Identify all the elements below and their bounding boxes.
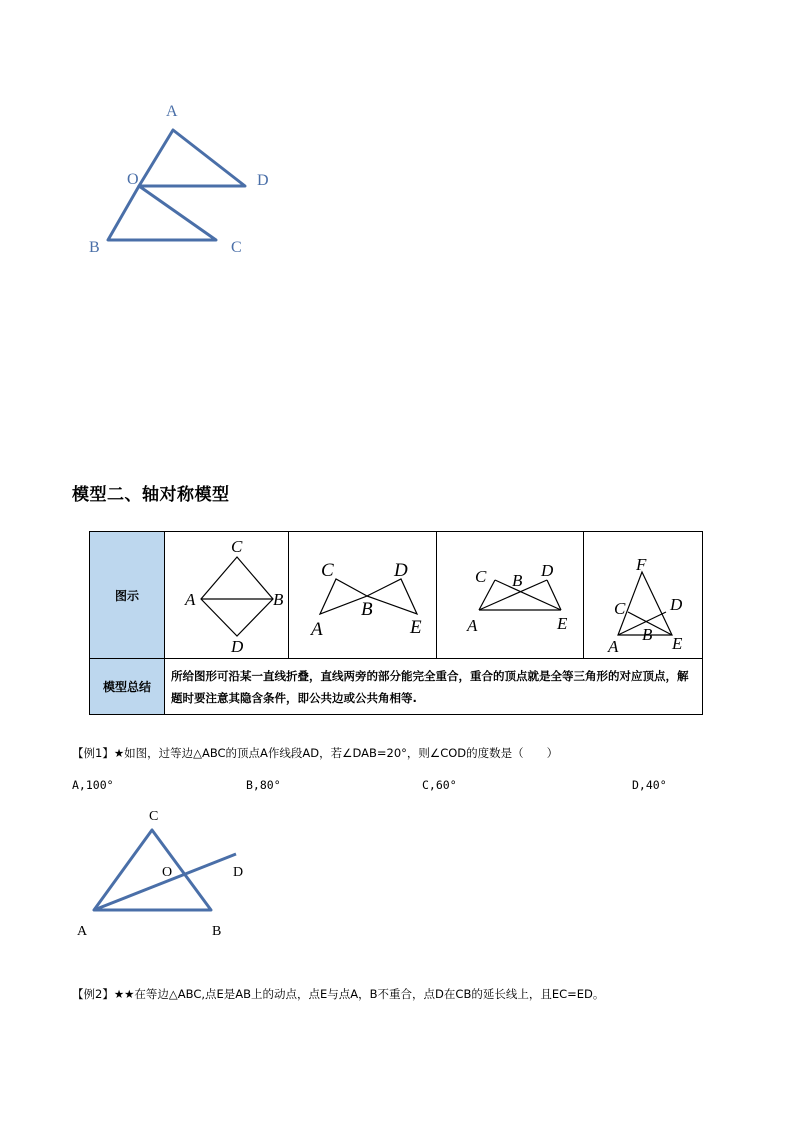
- example1-option-a: A,100°: [72, 778, 114, 792]
- row-header-diagram: 图示: [90, 532, 165, 659]
- example1-option-d: D,40°: [632, 778, 667, 792]
- example1-figure: [0, 800, 300, 945]
- diagram-cell-2: [289, 532, 437, 659]
- label-a: A: [166, 103, 178, 120]
- fig1-label-d: D: [231, 637, 244, 654]
- triangle-aod: [139, 130, 245, 186]
- fig3-label-c: C: [475, 567, 487, 586]
- example1-question: 【例1】★如图，过等边△ABC的顶点A作线段AD，若∠DAB=20°，则∠COD的度数是（ ）: [72, 746, 559, 760]
- diagram-cell-3: [437, 532, 584, 659]
- fig4-label-c: C: [614, 599, 626, 618]
- fig3-label-b: B: [512, 571, 523, 590]
- fig4-label-d: D: [670, 595, 683, 614]
- fig2-label-a: A: [311, 619, 323, 640]
- label-o: O: [127, 171, 139, 188]
- row-header-summary: 模型总结: [90, 659, 165, 715]
- diagram-cell-4: [584, 532, 703, 659]
- fig1-label-b: B: [273, 590, 284, 609]
- example1-label-b: B: [212, 924, 222, 939]
- fig1-label-a: A: [185, 590, 196, 609]
- diagram-isosceles: [584, 532, 702, 654]
- diagram-cell-1: [165, 532, 289, 659]
- fig2-label-e: E: [410, 617, 422, 638]
- fig3-label-d: D: [541, 561, 554, 580]
- fig2-label-d: D: [394, 560, 408, 581]
- diagram-bowtie: [289, 532, 436, 654]
- example1-label-d: D: [233, 865, 244, 880]
- diagram-crossed: [437, 532, 583, 654]
- example1-label-c: C: [149, 809, 159, 824]
- label-b: B: [89, 239, 100, 256]
- example1-option-b: B,80°: [246, 778, 281, 792]
- label-c: C: [231, 239, 242, 256]
- fig2-label-b: B: [361, 599, 373, 620]
- model-summary-text: 所给图形可沿某一直线折叠，直线两旁的部分能完全重合，重合的顶点就是全等三角形的对应顶点，解题时要注意其隐含条件，即公共边或公共角相等.: [165, 659, 703, 715]
- fig3-label-a: A: [467, 616, 478, 635]
- fig4-label-a: A: [608, 637, 619, 654]
- diagram-kite: [165, 532, 288, 654]
- triangle-obc: [108, 186, 216, 240]
- section-title: 模型二、轴对称模型: [72, 485, 230, 505]
- example1-label-a: A: [77, 924, 88, 939]
- fig4-label-f: F: [636, 555, 647, 574]
- example1-option-c: C,60°: [422, 778, 457, 792]
- fig4-label-b: B: [642, 625, 653, 644]
- model-table: [89, 531, 703, 715]
- fig1-label-c: C: [231, 537, 243, 556]
- example2-question: 【例2】★★在等边△ABC,点E是AB上的动点，点E与点A，B不重合，点D在CB的延长线上，且EC=ED。: [72, 987, 605, 1001]
- example1-label-o: O: [162, 865, 173, 880]
- fig4-label-e: E: [672, 634, 683, 653]
- fig2-label-c: C: [321, 560, 334, 581]
- fig3-label-e: E: [557, 614, 568, 633]
- label-d: D: [257, 172, 269, 189]
- top-triangles-figure: [0, 0, 794, 300]
